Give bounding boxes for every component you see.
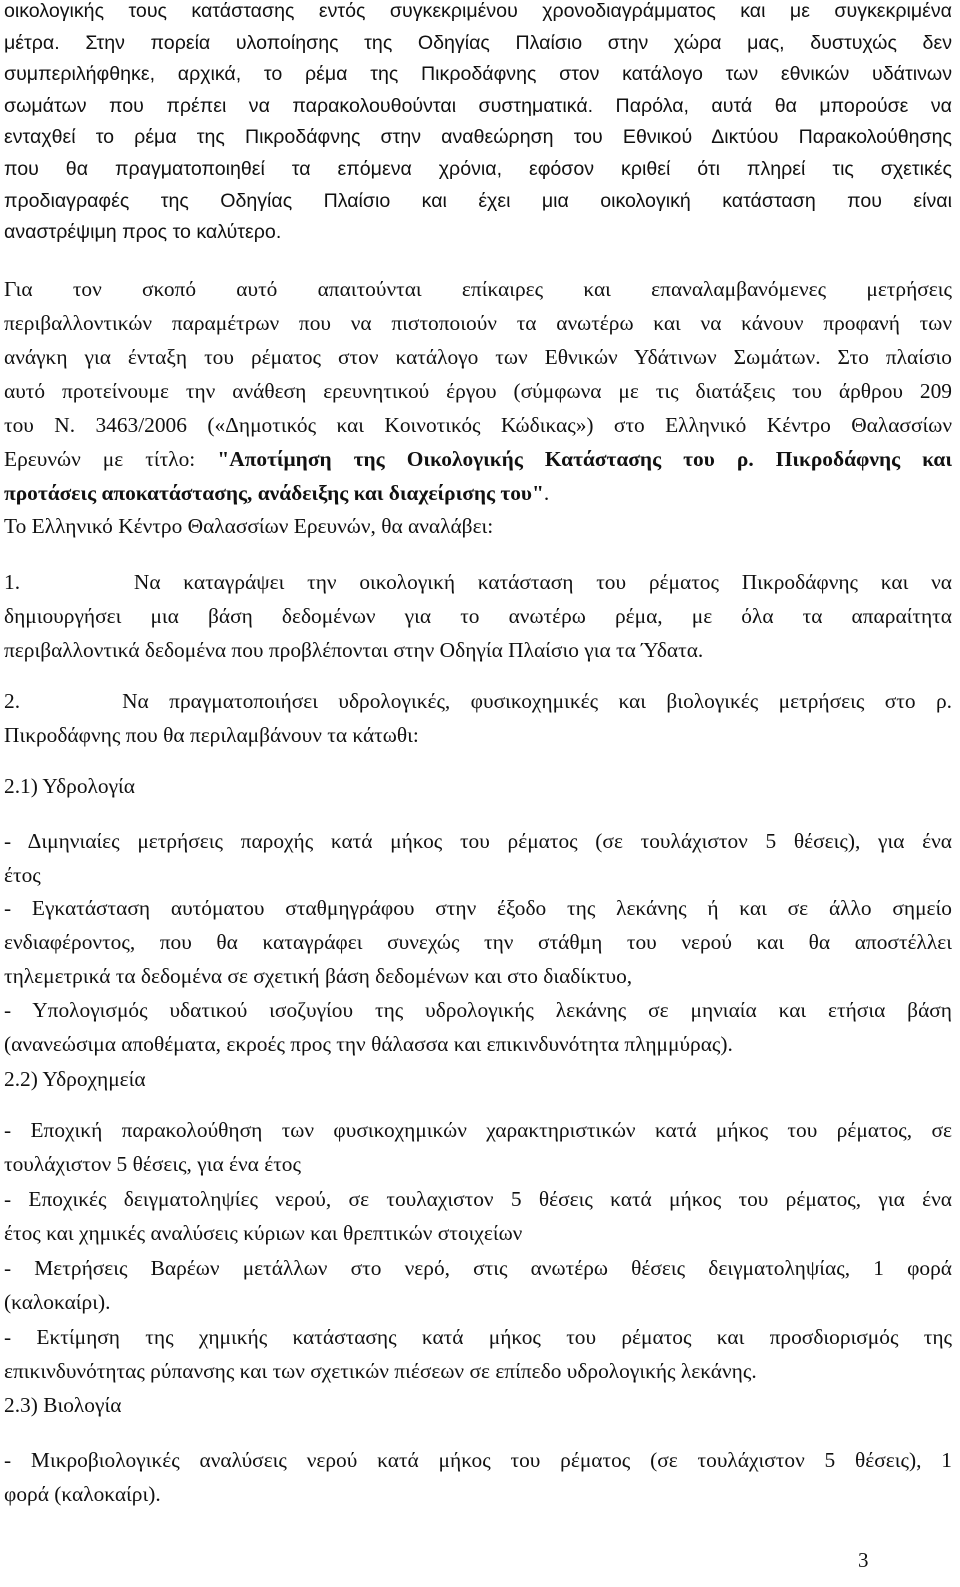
text-line: Το Ελληνικό Κέντρο Θαλασσίων Ερευνών, θα αναλάβει:	[4, 514, 494, 538]
text-run: Ερευνών με τίτλο:	[4, 447, 218, 471]
bullet-item	[4, 993, 952, 1061]
bullet-item	[4, 1182, 952, 1250]
text-line: έτος και χημικές αναλύσεις κύριων και θρεπτικών στοιχείων	[4, 1221, 523, 1245]
text-line: (ανανεώσιμα αποθέματα, εκροές προς την θάλασσα και επικινδυνότητα πλημμύρας).	[4, 1032, 733, 1056]
project-title-bold: προτάσεις αποκατάστασης, ανάδειξης και διαχείρισης του"	[4, 481, 544, 505]
section-heading-hydrology	[4, 769, 952, 803]
text-line: 2.2) Υδροχημεία	[4, 1067, 146, 1091]
section-heading-hydrochemistry	[4, 1062, 952, 1096]
text-line: 2.1) Υδρολογία	[4, 774, 136, 798]
text-line: - Μετρήσεις Βαρέων μετάλλων στο νερό, στις ανωτέρω θέσεις δειγματοληψίας, 1 φορά	[4, 1256, 952, 1280]
purpose-paragraph	[4, 272, 952, 510]
text-line: τηλεμετρικά τα δεδομένα σε σχετική βάση δεδομένων και στο διαδίκτυο,	[4, 964, 633, 988]
text-line: μέτρα. Στην πορεία υλοποίησης της Οδηγίας Πλαίσιο στην χώρα μας, δυστυχώς δεν	[4, 31, 952, 54]
text-run: .	[543, 481, 550, 505]
page-number: 3	[858, 1548, 869, 1572]
section-heading-biology	[4, 1388, 952, 1422]
project-title-bold: "Αποτίμηση της Οικολογικής Κατάστασης του ρ. Πικροδάφνης και	[217, 447, 953, 471]
bullet-item	[4, 1320, 952, 1388]
text-line: περιβαλλοντικά δεδομένα που προβλέπονται στην Οδηγία Πλαίσιο για τα Ύδατα.	[4, 638, 704, 662]
text-line: 2. Να πραγματοποιήσει υδρολογικές, φυσικοχημικές και βιολογικές μετρήσεις στο ρ.	[4, 689, 952, 713]
text-line: σωμάτων που πρέπει να παρακολουθούνται συστηματικά. Παρόλα, αυτά θα μπορούσε να	[4, 94, 952, 117]
text-line: προδιαγραφές της Οδηγίας Πλαίσιο και έχει μια οικολογική κατάσταση που είναι	[4, 189, 952, 212]
text-line: τουλάχιστον 5 θέσεις, για ένα έτος	[4, 1152, 301, 1176]
text-line: του Ν. 3463/2006 («Δημοτικός και Κοινοτικός Κώδικας») στο Ελληνικό Κέντρο Θαλασσίων	[4, 413, 952, 437]
bullet-item	[4, 824, 952, 892]
project-title-line	[4, 442, 952, 476]
text-line: δημιουργήσει μια βάση δεδομένων για το ανωτέρω ρέμα, με όλα τα απαραίτητα	[4, 604, 952, 628]
text-line: ανάγκη για ένταξη του ρέματος στον κατάλογο των Εθνικών Υδάτινων Σωμάτων. Στο πλαίσιο	[4, 345, 952, 369]
text-line: που θα πραγματοποιηθεί τα επόμενα χρόνια, εφόσον κριθεί ότι πληρεί τις σχετικές	[4, 157, 952, 180]
text-line: έτος	[4, 863, 41, 887]
text-line: - Διμηνιαίες μετρήσεις παροχής κατά μήκος του ρέματος (σε τουλάχιστον 5 θέσεις), για ένα	[4, 829, 952, 853]
bullet-item	[4, 1113, 952, 1181]
text-line: 1. Να καταγράψει την οικολογική κατάσταση του ρέματος Πικροδάφνης και να	[4, 570, 952, 594]
intro-paragraph	[4, 0, 952, 249]
text-line: Πικροδάφνης που θα περιλαμβάνουν τα κάτωθι:	[4, 723, 419, 747]
text-line: - Εποχική παρακολούθηση των φυσικοχημικών χαρακτηριστικών κατά μήκος του ρέματος, σε	[4, 1118, 952, 1142]
text-line: περιβαλλοντικών παραμέτρων που να πιστοποιούν τα ανωτέρω και να κάνουν προφανή των	[4, 311, 952, 335]
project-title-line	[4, 476, 952, 510]
hcmr-intro	[4, 509, 952, 543]
list-item-2	[4, 684, 952, 752]
text-line: - Εγκατάσταση αυτόματου σταθμηγράφου στην έξοδο της λεκάνης ή και σε άλλο σημείο	[4, 896, 952, 920]
text-line: - Μικροβιολογικές αναλύσεις νερού κατά μήκος του ρέματος (σε τουλάχιστον 5 θέσεις), 1	[4, 1448, 952, 1472]
text-line: (καλοκαίρι).	[4, 1290, 111, 1314]
text-line: αυτό προτείνουμε την ανάθεση ερευνητικού έργου (σύμφωνα με τις διατάξεις του άρθρου 209	[4, 379, 952, 403]
text-line: Για τον σκοπό αυτό απαιτούνται επίκαιρες και επαναλαμβανόμενες μετρήσεις	[4, 277, 952, 301]
text-line: - Εκτίμηση της χημικής κατάστασης κατά μήκος του ρέματος και προσδιορισμός της	[4, 1325, 952, 1349]
bullet-item	[4, 1443, 952, 1511]
text-line: αναστρέψιμη προς το καλύτερο.	[4, 221, 282, 244]
text-line: ενδιαφέροντος, που θα καταγράφει συνεχώς την στάθμη του νερού και θα αποστέλλει	[4, 930, 952, 954]
text-line: - Υπολογισμός υδατικού ισοζυγίου της υδρολογικής λεκάνης σε μηνιαία και ετήσια βάση	[4, 998, 952, 1022]
text-line: - Εποχικές δειγματοληψίες νερού, σε τουλαχιστον 5 θέσεις κατά μήκος του ρέματος, για ένα	[4, 1187, 952, 1211]
text-line: οικολογικής τους κατάστασης εντός συγκεκριμένου χρονοδιαγράμματος και με συγκεκριμένα	[4, 0, 952, 22]
bullet-item	[4, 891, 952, 993]
bullet-item	[4, 1251, 952, 1319]
list-item-1	[4, 565, 952, 667]
text-line: συμπεριλήφθηκε, αρχικά, το ρέμα της Πικροδάφνης στον κατάλογο των εθνικών υδάτινων	[4, 63, 952, 86]
text-line: επικινδυνότητας ρύπανσης και των σχετικών πιέσεων σε επίπεδο υδρολογικής λεκάνης.	[4, 1359, 757, 1383]
text-line: 2.3) Βιολογία	[4, 1393, 122, 1417]
text-line: φορά (καλοκαίρι).	[4, 1482, 161, 1506]
text-line: ενταχθεί το ρέμα της Πικροδάφνης στην αναθεώρηση του Εθνικού Δικτύου Παρακολούθησης	[4, 126, 952, 149]
